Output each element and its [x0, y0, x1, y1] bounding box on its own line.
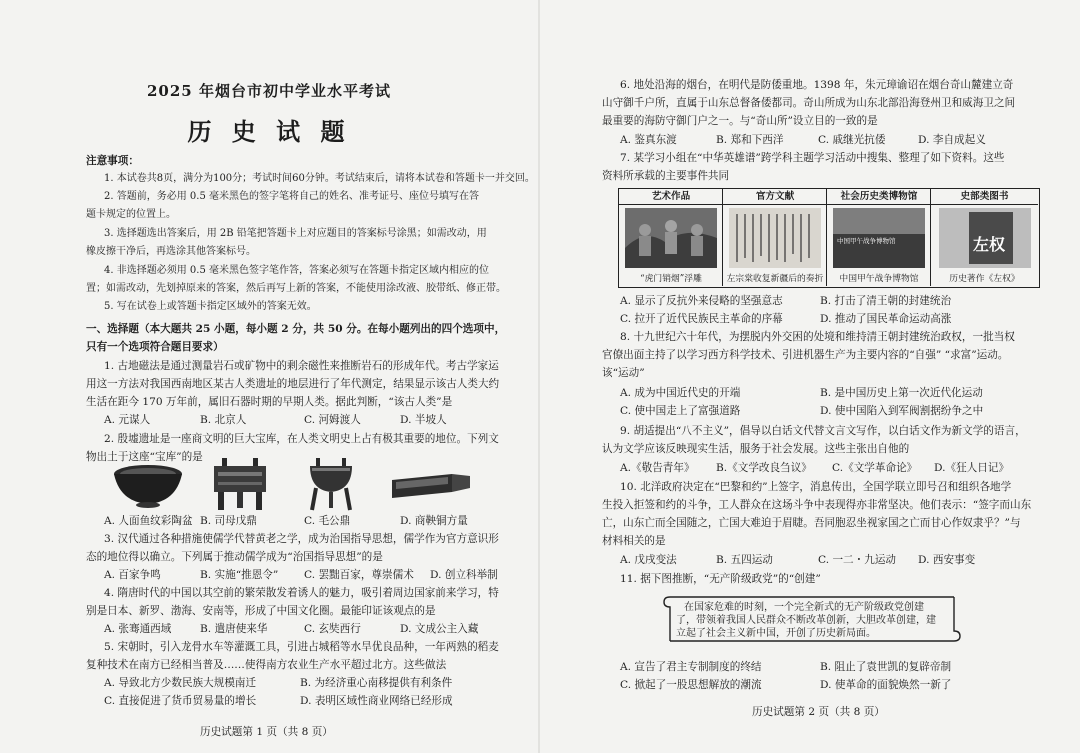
table-caption: 左宗棠收复新疆后的奏折 — [726, 274, 824, 284]
question-10-line: 亡，山东亡而全国随之，亡国大难迫于眉睫。吾同胞忍坐视家国之亡而甘心作奴隶乎？”与 — [602, 517, 1021, 529]
page-footer: 历史试题第 1 页（共 8 页） — [200, 726, 333, 738]
zuo-zongtang-memorial-image — [729, 208, 821, 268]
q5-option-a[interactable]: A. 导致北方少数民族大规模南迁 — [104, 677, 257, 689]
q2-option-b[interactable]: B. 司母戊鼎 — [200, 515, 257, 527]
q2-option-d[interactable]: D. 商鞅铜方量 — [400, 515, 468, 527]
section-heading: 只有一个选项符合题目要求） — [86, 341, 224, 353]
scroll-text-line: 立起了社会主义新中国，开创了历史新局面。 — [676, 628, 876, 639]
question-7-line: 7. 某学习小组在“中华英雄谱”跨学科主题学习活动中搜集、整理了如下资料。这些 — [620, 152, 1005, 164]
question-1-line: 1. 古地磁法是通过测量岩石或矿物中的剩余磁性来推断岩石的形成年代。考古学家运 — [104, 360, 499, 372]
q10-option-c[interactable]: C. 一二・九运动 — [818, 554, 897, 566]
notice-line: 2. 答题前，务必用 0.5 毫米黑色的签字笔将自己的姓名、准考证号、座位号填写在答 — [104, 191, 479, 202]
table-caption: 中国甲午战争博物馆 — [839, 274, 919, 284]
question-5-line: 5. 宋朝时，引入龙骨水车等灌溉工具，引进占城稻等水旱优良品种，一年两熟的稻麦 — [104, 641, 499, 653]
question-10-line: 10. 北洋政府决定在“巴黎和约”上签字，消息传出，全国学联立即号召和组织各地学 — [620, 481, 1012, 493]
notice-line: 3. 选择题选出答案后，用 2B 铅笔把答题卡上对应题目的答案标号涂黑；如需改动，用 — [104, 228, 487, 239]
museum-sky — [833, 208, 925, 234]
q9-option-b[interactable]: B.《文学改良刍议》 — [716, 462, 812, 474]
q4-option-c[interactable]: C. 玄奘西行 — [304, 623, 361, 635]
q3-option-c[interactable]: C. 罢黜百家，尊崇儒术 — [304, 569, 414, 581]
question-6-line: 最重要的海防守御门户之一。与“奇山所”设立目的一致的是 — [602, 115, 878, 127]
subject-title: 历 史 试 题 — [187, 117, 351, 146]
shangyang-measure-image — [390, 470, 472, 502]
table-header: 史部类图书 — [931, 189, 1038, 205]
question-8-line: 该“运动” — [602, 367, 645, 379]
q1-option-d[interactable]: D. 半坡人 — [400, 414, 447, 426]
q6-option-d[interactable]: D. 李自成起义 — [918, 134, 986, 146]
question-10-line: 材料相关的是 — [602, 535, 666, 547]
zuoquan-book-image — [939, 208, 1031, 268]
table-caption: 历史著作《左权》 — [949, 274, 1020, 284]
question-6-line: 6. 地处沿海的烟台，在明代是防倭重地。1398 年，朱元璋谕诏在烟台奇山麓建立奇 — [620, 79, 1014, 91]
exam-title: 2025 年烟台市初中学业水平考试 — [147, 82, 391, 100]
notice-line: 5. 写在试卷上或答题卡指定区域外的答案无效。 — [104, 301, 317, 312]
q4-option-b[interactable]: B. 遣唐使来华 — [200, 623, 268, 635]
q2-option-c[interactable]: C. 毛公鼎 — [304, 515, 351, 527]
question-1-line: 生活在距今 170 万年前，属旧石器时期的早期人类。据此判断，“该古人类”是 — [86, 396, 453, 408]
q10-option-d[interactable]: D. 西安事变 — [918, 554, 976, 566]
exam-page-1 — [0, 0, 538, 753]
q6-option-c[interactable]: C. 戚继光抗倭 — [818, 134, 886, 146]
question-8-line: 官僚出面主持了以学习西方科学技术、引进机器生产为主要内容的“自强” “求富”运动。 — [602, 349, 1009, 361]
simuwu-ding-image — [208, 456, 272, 512]
book-title: 左权 — [973, 235, 1006, 254]
notice-line: 置；如需改动，先划掉原来的答案，然后再写上新的答案，不能使用涂改液、胶带纸、修正带。 — [86, 283, 506, 294]
q6-option-a[interactable]: A. 鉴真东渡 — [620, 134, 677, 146]
q11-option-b[interactable]: B. 阻止了袁世凯的复辟帝制 — [820, 661, 952, 673]
q3-option-a[interactable]: A. 百家争鸣 — [104, 569, 161, 581]
q7-option-b[interactable]: B. 打击了清王朝的封建统治 — [820, 295, 952, 307]
q11-option-a[interactable]: A. 宣告了君主专制制度的终结 — [620, 661, 762, 673]
section-heading: 一、选择题（本大题共 25 小题，每小题 2 分，共 50 分。在每小题列出的四个选项中， — [86, 323, 506, 335]
maogong-ding-image — [306, 456, 356, 512]
table-header: 官方文献 — [723, 189, 827, 205]
jiawu-museum-image — [833, 208, 925, 268]
q4-option-a[interactable]: A. 张骞通西域 — [104, 623, 172, 635]
q4-option-d[interactable]: D. 文成公主入藏 — [400, 623, 479, 635]
q10-option-b[interactable]: B. 五四运动 — [716, 554, 773, 566]
question-6-line: 山守御千户所，直属于山东总督备倭都司。奇山所成为山东北部沿海登州卫和威海卫之间 — [602, 97, 1016, 109]
q10-option-a[interactable]: A. 戊戌变法 — [620, 554, 677, 566]
notice-line: 1. 本试卷共8页，满分为100分；考试时间60分钟。考试结束后，请将本试卷和答题卡一并交回。 — [104, 173, 535, 184]
painted-pottery-basin-image — [110, 462, 186, 510]
materials-table — [618, 188, 1040, 288]
q5-option-b[interactable]: B. 为经济重心南移提供有利条件 — [300, 677, 453, 689]
q7-option-d[interactable]: D. 推动了国民革命运动高涨 — [820, 313, 952, 325]
humen-relief-image — [625, 208, 717, 268]
question-9-line: 认为文学应该反映现实生活，服务于社会发展。这些主张出自他的 — [602, 443, 910, 455]
q8-option-c[interactable]: C. 使中国走上了富强道路 — [620, 405, 741, 417]
museum-sign: 中国甲午战争博物馆 — [837, 237, 896, 245]
scroll-text-line: 了，带领着我国人民群众不断改革创新，大胆改革创建，建 — [676, 615, 936, 626]
notice-line: 题卡规定的位置上。 — [86, 209, 176, 220]
scroll-text-line: 在国家危难的时刻，一个完全新式的无产阶级政党创建 — [684, 602, 924, 613]
q9-option-a[interactable]: A.《敬告青年》 — [620, 462, 695, 474]
notice-line: 橡皮擦干净后，再选涂其他答案标号。 — [86, 246, 256, 257]
question-5-line: 复种技术在南方已经相当普及……使得南方农业生产水平超过北方。这些做法 — [86, 659, 447, 671]
q11-option-d[interactable]: D. 使革命的面貌焕然一新了 — [820, 679, 952, 691]
question-4-line: 4. 隋唐时代的中国以其空前的繁荣散发着诱人的魅力，吸引着周边国家前来学习，特 — [104, 587, 499, 599]
notice-heading: 注意事项： — [86, 155, 139, 167]
q8-option-a[interactable]: A. 成为中国近代史的开端 — [620, 387, 741, 399]
q3-option-d[interactable]: D. 创立科举制 — [430, 569, 498, 581]
question-9-line: 9. 胡适提出“八不主义”，倡导以白话文代替文言文写作，以白话文作为新文学的语言， — [620, 425, 1026, 437]
question-2-line: 2. 殷墟遗址是一座商文明的巨大宝库，在人类文明史上占有极其重要的地位。下列文 — [104, 433, 499, 445]
q7-option-c[interactable]: C. 拉开了近代民族民主革命的序幕 — [620, 313, 783, 325]
table-caption: “虎门销烟”浮雕 — [640, 274, 702, 284]
question-3-line: 态的地位得以确立。下列属于推动儒学成为“治国指导思想”的是 — [86, 551, 383, 563]
q1-option-a[interactable]: A. 元谋人 — [104, 414, 151, 426]
q8-option-d[interactable]: D. 使中国陷入到军阀割据纷争之中 — [820, 405, 984, 417]
question-4-line: 别是日本、新罗、渤海、安南等，形成了中国文化圈。最能印证该观点的是 — [86, 605, 436, 617]
question-7-line: 资料所承载的主要事件共同 — [602, 170, 730, 182]
q5-option-d[interactable]: D. 表明区域性商业网络已经形成 — [300, 695, 453, 707]
q8-option-b[interactable]: B. 是中国历史上第一次近代化运动 — [820, 387, 983, 399]
q9-option-c[interactable]: C.《文学革命论》 — [832, 462, 918, 474]
question-3-line: 3. 汉代通过各种措施使儒学代替黄老之学，成为治国指导思想，儒学作为官方意识形 — [104, 533, 499, 545]
q7-option-a[interactable]: A. 显示了反抗外来侵略的坚强意志 — [620, 295, 783, 307]
q5-option-c[interactable]: C. 直接促进了货币贸易量的增长 — [104, 695, 257, 707]
q9-option-d[interactable]: D.《狂人日记》 — [934, 462, 1010, 474]
question-11-line: 11. 据下图推断，“无产阶级政党”的“创建” — [620, 573, 821, 585]
scroll-material — [662, 593, 962, 645]
q3-option-b[interactable]: B. 实施“推恩令” — [200, 569, 279, 581]
question-10-line: 生投入拒签和约的斗争，工人群众在这场斗争中表现得亦非常坚决。他们表示：“签字而山东 — [602, 499, 1032, 511]
page-footer: 历史试题第 2 页（共 8 页） — [752, 706, 885, 718]
q2-option-a[interactable]: A. 人面鱼纹彩陶盆 — [104, 515, 193, 527]
q6-option-b[interactable]: B. 郑和下西洋 — [716, 134, 784, 146]
notice-line: 4. 非选择题必须用 0.5 毫米黑色签字笔作答，答案必须写在答题卡指定区域内相应的位 — [104, 265, 489, 276]
q1-option-c[interactable]: C. 河姆渡人 — [304, 414, 361, 426]
question-8-line: 8. 十九世纪六十年代，为摆脱内外交困的处境和维持清王朝封建统治政权，一批当权 — [620, 331, 1015, 343]
q1-option-b[interactable]: B. 北京人 — [200, 414, 247, 426]
question-2-line: 物出土于这座“宝库”的是 — [86, 451, 203, 463]
table-header: 艺术作品 — [619, 189, 723, 205]
question-1-line: 用这一方法对我国西南地区某古人类遗址的地层进行了年代测定，结果显示该古人类大约 — [86, 378, 500, 390]
q11-option-c[interactable]: C. 掀起了一股思想解放的潮流 — [620, 679, 762, 691]
table-header: 社会历史类博物馆 — [827, 189, 931, 205]
